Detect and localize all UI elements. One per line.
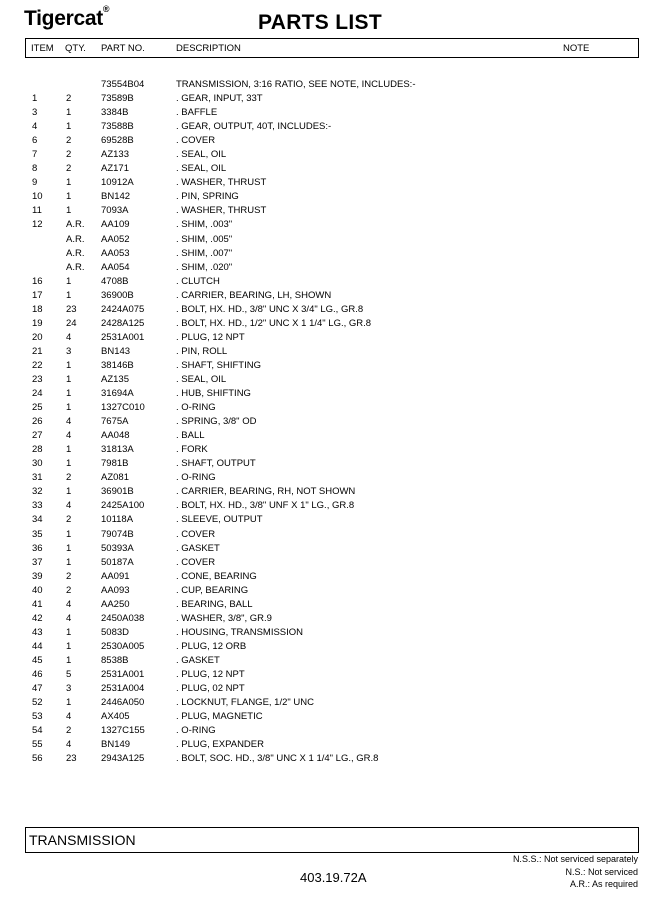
- cell-item: 34: [32, 514, 43, 526]
- cell-part-no: BN142: [101, 191, 131, 203]
- column-header-description: DESCRIPTION: [176, 43, 241, 54]
- cell-item: 44: [32, 640, 43, 652]
- cell-item: 43: [32, 626, 43, 638]
- table-row: [0, 542, 652, 556]
- table-row: [0, 289, 652, 303]
- cell-part-no: 73554B04: [101, 79, 145, 90]
- cell-qty: 4: [66, 612, 72, 624]
- cell-part-no: 2450A038: [101, 612, 145, 624]
- table-row: [0, 752, 652, 766]
- cell-part-no: AA109: [101, 219, 130, 231]
- cell-description: . O-RING: [176, 402, 216, 414]
- table-row: [0, 471, 652, 485]
- cell-qty: 1: [66, 654, 72, 666]
- table-row: [0, 148, 652, 162]
- cell-qty: 1: [66, 289, 72, 301]
- table-row: [0, 654, 652, 668]
- cell-qty: 1: [66, 107, 72, 119]
- table-row: [0, 331, 652, 345]
- cell-item: 41: [32, 598, 43, 610]
- cell-description: . PLUG, 12 NPT: [176, 668, 245, 680]
- cell-description: . WASHER, THRUST: [176, 205, 267, 217]
- table-row: [0, 682, 652, 696]
- cell-part-no: 2530A005: [101, 640, 145, 652]
- table-row: [0, 612, 652, 626]
- cell-part-no: 36901B: [101, 486, 134, 498]
- cell-qty: 2: [66, 135, 72, 147]
- cell-part-no: AA052: [101, 233, 130, 245]
- cell-part-no: 5083D: [101, 626, 129, 638]
- cell-item: 32: [32, 486, 43, 498]
- cell-part-no: AA053: [101, 247, 130, 259]
- table-row: [0, 176, 652, 190]
- cell-part-no: 69528B: [101, 135, 134, 147]
- cell-description: . CONE, BEARING: [176, 570, 257, 582]
- registered-mark: ®: [102, 4, 110, 14]
- legend-ar: A.R.: As required: [569, 879, 638, 889]
- cell-description: . WASHER, 3/8", GR.9: [176, 612, 272, 624]
- cell-description: . WASHER, THRUST: [176, 177, 267, 189]
- cell-part-no: 7675A: [101, 416, 129, 428]
- table-row: [0, 78, 652, 92]
- cell-description: . GEAR, INPUT, 33T: [176, 93, 263, 105]
- cell-item: 16: [32, 275, 43, 287]
- cell-description: TRANSMISSION, 3:16 RATIO, SEE NOTE, INCLUDES:-: [176, 79, 416, 90]
- cell-qty: 1: [66, 542, 72, 554]
- table-row: [0, 528, 652, 542]
- cell-qty: A.R.: [66, 247, 85, 259]
- cell-item: 7: [32, 149, 38, 161]
- cell-description: . BAFFLE: [176, 107, 218, 119]
- cell-part-no: 4708B: [101, 275, 129, 287]
- cell-part-no: AZ081: [101, 472, 129, 484]
- cell-description: . SEAL, OIL: [176, 149, 227, 161]
- table-row: [0, 499, 652, 513]
- cell-qty: 2: [66, 514, 72, 526]
- table-row: [0, 359, 652, 373]
- cell-part-no: BN143: [101, 345, 131, 357]
- cell-qty: 1: [66, 359, 72, 371]
- cell-item: 10: [32, 191, 43, 203]
- cell-description: . BOLT, HX. HD., 3/8" UNF X 1" LG., GR.8: [176, 500, 355, 512]
- cell-part-no: 10118A: [101, 514, 134, 526]
- cell-qty: 1: [66, 486, 72, 498]
- cell-description: . SHIM, .005": [176, 233, 233, 245]
- cell-description: . SPRING, 3/8" OD: [176, 416, 257, 428]
- cell-part-no: AA091: [101, 570, 130, 582]
- cell-part-no: 2446A050: [101, 697, 145, 709]
- cell-description: . CARRIER, BEARING, LH, SHOWN: [176, 289, 332, 301]
- cell-part-no: 31694A: [101, 388, 134, 400]
- cell-description: . SHIM, .007": [176, 247, 233, 259]
- cell-item: 3: [32, 107, 38, 119]
- column-header-qty: QTY.: [65, 43, 86, 54]
- cell-qty: 4: [66, 598, 72, 610]
- table-row: [0, 640, 652, 654]
- cell-qty: 4: [66, 430, 72, 442]
- cell-description: . O-RING: [176, 725, 216, 737]
- cell-qty: A.R.: [66, 219, 85, 231]
- table-row: [0, 724, 652, 738]
- cell-qty: 1: [66, 275, 72, 287]
- cell-qty: A.R.: [66, 233, 85, 245]
- cell-item: 42: [32, 612, 43, 624]
- cell-part-no: AA048: [101, 430, 130, 442]
- cell-part-no: 2424A075: [101, 303, 145, 315]
- cell-qty: 1: [66, 556, 72, 568]
- table-row: [0, 738, 652, 752]
- table-row: [0, 92, 652, 106]
- cell-qty: 4: [66, 711, 72, 723]
- cell-part-no: AA250: [101, 598, 130, 610]
- cell-qty: 2: [66, 584, 72, 596]
- cell-description: . PLUG, 12 ORB: [176, 640, 247, 652]
- cell-item: 17: [32, 289, 43, 301]
- cell-part-no: AZ135: [101, 373, 129, 385]
- table-row: [0, 218, 652, 232]
- cell-description: . HUB, SHIFTING: [176, 388, 251, 400]
- cell-qty: 4: [66, 500, 72, 512]
- cell-qty: 1: [66, 444, 72, 456]
- cell-part-no: 36900B: [101, 289, 134, 301]
- cell-part-no: 38146B: [101, 359, 134, 371]
- table-row: [0, 247, 652, 261]
- cell-description: . BEARING, BALL: [176, 598, 253, 610]
- cell-qty: 2: [66, 149, 72, 161]
- cell-description: . SHIM, .003": [176, 219, 233, 231]
- cell-description: . SEAL, OIL: [176, 163, 227, 175]
- cell-item: 47: [32, 683, 43, 695]
- cell-part-no: AA054: [101, 261, 130, 273]
- cell-description: . BOLT, SOC. HD., 3/8" UNC X 1 1/4" LG., GR.8: [176, 753, 379, 765]
- cell-part-no: AZ133: [101, 149, 129, 161]
- cell-description: . SHAFT, OUTPUT: [176, 458, 256, 470]
- cell-part-no: AA093: [101, 584, 130, 596]
- cell-qty: 2: [66, 472, 72, 484]
- cell-qty: 4: [66, 331, 72, 343]
- cell-item: 18: [32, 303, 43, 315]
- cell-item: 39: [32, 570, 43, 582]
- cell-item: 1: [32, 93, 38, 105]
- cell-qty: A.R.: [66, 261, 85, 273]
- table-row: [0, 303, 652, 317]
- cell-qty: 23: [66, 303, 77, 315]
- table-row: [0, 429, 652, 443]
- cell-qty: 3: [66, 345, 72, 357]
- cell-item: 36: [32, 542, 43, 554]
- legend-ns: N.S.: Not serviced: [565, 866, 638, 877]
- table-row: [0, 457, 652, 471]
- cell-part-no: BN149: [101, 739, 131, 751]
- cell-description: . GEAR, OUTPUT, 40T, INCLUDES:-: [176, 121, 332, 133]
- cell-item: 54: [32, 725, 43, 737]
- cell-description: . COVER: [176, 556, 216, 568]
- cell-item: 12: [32, 219, 43, 231]
- cell-qty: 4: [66, 416, 72, 428]
- cell-qty: 3: [66, 683, 72, 695]
- logo-text: Tigercat: [24, 7, 103, 30]
- table-row: [0, 317, 652, 331]
- cell-item: 28: [32, 444, 43, 456]
- cell-item: 20: [32, 331, 43, 343]
- table-row: [0, 387, 652, 401]
- cell-description: . BOLT, HX. HD., 1/2" UNC X 1 1/4" LG., GR.8: [176, 317, 372, 329]
- cell-description: . GASKET: [176, 542, 220, 554]
- cell-description: . SHAFT, SHIFTING: [176, 359, 261, 371]
- table-row: [0, 190, 652, 204]
- table-row: [0, 233, 652, 247]
- cell-item: 8: [32, 163, 38, 175]
- cell-qty: 1: [66, 640, 72, 652]
- cell-part-no: AX405: [101, 711, 130, 723]
- cell-description: . GASKET: [176, 654, 220, 666]
- cell-description: . PIN, ROLL: [176, 345, 228, 357]
- cell-item: 19: [32, 317, 43, 329]
- legend-nss: N.S.S.: Not serviced separately: [512, 854, 638, 864]
- cell-description: . CARRIER, BEARING, RH, NOT SHOWN: [176, 486, 356, 498]
- cell-item: 55: [32, 739, 43, 751]
- cell-qty: 4: [66, 739, 72, 751]
- cell-item: 31: [32, 472, 43, 484]
- cell-item: 35: [32, 528, 43, 540]
- cell-qty: 2: [66, 725, 72, 737]
- cell-qty: 1: [66, 177, 72, 189]
- cell-description: . PLUG, EXPANDER: [176, 739, 264, 751]
- cell-item: 40: [32, 584, 43, 596]
- cell-item: 23: [32, 373, 43, 385]
- column-header-item: ITEM: [31, 43, 54, 54]
- cell-description: . SHIM, .020": [176, 261, 233, 273]
- table-row: [0, 345, 652, 359]
- cell-part-no: 2531A004: [101, 683, 145, 695]
- table-row: [0, 106, 652, 120]
- cell-qty: 2: [66, 163, 72, 175]
- cell-part-no: 50187A: [101, 556, 134, 568]
- cell-description: . HOUSING, TRANSMISSION: [176, 626, 304, 638]
- cell-part-no: 2943A125: [101, 753, 145, 765]
- cell-item: 22: [32, 359, 43, 371]
- cell-item: 37: [32, 556, 43, 568]
- cell-qty: 1: [66, 205, 72, 217]
- table-row: [0, 275, 652, 289]
- cell-item: 45: [32, 654, 43, 666]
- cell-item: 25: [32, 402, 43, 414]
- cell-qty: 1: [66, 528, 72, 540]
- table-row: [0, 373, 652, 387]
- cell-part-no: 3384B: [101, 107, 129, 119]
- cell-qty: 1: [66, 191, 72, 203]
- cell-part-no: 2531A001: [101, 331, 145, 343]
- cell-description: . CLUTCH: [176, 275, 220, 287]
- cell-qty: 1: [66, 373, 72, 385]
- cell-item: 21: [32, 345, 43, 357]
- table-row: [0, 204, 652, 218]
- cell-part-no: 2425A100: [101, 500, 145, 512]
- table-row: [0, 598, 652, 612]
- cell-description: . SEAL, OIL: [176, 373, 227, 385]
- tigercat-logo: [24, 4, 110, 31]
- cell-qty: 2: [66, 570, 72, 582]
- table-row: [0, 261, 652, 275]
- table-row: [0, 415, 652, 429]
- cell-part-no: 7093A: [101, 205, 129, 217]
- cell-qty: 24: [66, 317, 77, 329]
- cell-part-no: 2531A001: [101, 668, 145, 680]
- cell-item: 46: [32, 668, 43, 680]
- table-row: [0, 401, 652, 415]
- cell-description: . PLUG, 12 NPT: [176, 331, 245, 343]
- table-row: [0, 485, 652, 499]
- table-row: [0, 570, 652, 584]
- table-row: [0, 668, 652, 682]
- cell-description: . COVER: [176, 528, 216, 540]
- cell-qty: 1: [66, 458, 72, 470]
- cell-description: . PLUG, 02 NPT: [176, 683, 245, 695]
- column-header-part-no: PART NO.: [101, 43, 145, 54]
- cell-item: 53: [32, 711, 43, 723]
- cell-part-no: AZ171: [101, 163, 129, 175]
- cell-description: . BOLT, HX. HD., 3/8" UNC X 3/4" LG., GR.8: [176, 303, 364, 315]
- cell-part-no: 1327C155: [101, 725, 145, 737]
- table-row: [0, 626, 652, 640]
- cell-qty: 5: [66, 668, 72, 680]
- parts-table-body: [0, 78, 652, 766]
- column-header-note: NOTE: [563, 43, 590, 54]
- cell-qty: 1: [66, 388, 72, 400]
- cell-item: 56: [32, 753, 43, 765]
- cell-part-no: 50393A: [101, 542, 134, 554]
- cell-part-no: 7981B: [101, 458, 129, 470]
- cell-item: 6: [32, 135, 38, 147]
- cell-item: 11: [32, 205, 42, 217]
- page-title: PARTS LIST: [258, 11, 382, 34]
- document-number: 403.19.72A: [300, 870, 367, 885]
- table-row: [0, 696, 652, 710]
- cell-item: 4: [32, 121, 38, 133]
- cell-item: 9: [32, 177, 38, 189]
- cell-part-no: 79074B: [101, 528, 134, 540]
- abbreviation-legend: [513, 853, 638, 891]
- cell-description: . CUP, BEARING: [176, 584, 249, 596]
- cell-description: . COVER: [176, 135, 216, 147]
- cell-qty: 1: [66, 626, 72, 638]
- cell-description: . O-RING: [176, 472, 216, 484]
- cell-qty: 2: [66, 93, 72, 105]
- cell-qty: 1: [66, 697, 72, 709]
- table-row: [0, 134, 652, 148]
- cell-part-no: 31813A: [101, 444, 134, 456]
- cell-description: . SLEEVE, OUTPUT: [176, 514, 263, 526]
- table-row: [0, 513, 652, 527]
- cell-item: 30: [32, 458, 43, 470]
- cell-description: . LOCKNUT, FLANGE, 1/2" UNC: [176, 697, 314, 709]
- table-row: [0, 162, 652, 176]
- table-row: [0, 120, 652, 134]
- cell-part-no: 2428A125: [101, 317, 145, 329]
- cell-part-no: 73588B: [101, 121, 134, 133]
- cell-item: 33: [32, 500, 43, 512]
- cell-part-no: 1327C010: [101, 402, 145, 414]
- cell-item: 52: [32, 697, 43, 709]
- cell-qty: 1: [66, 121, 72, 133]
- cell-part-no: 10912A: [101, 177, 134, 189]
- cell-description: . BALL: [176, 430, 205, 442]
- table-row: [0, 584, 652, 598]
- cell-part-no: 8538B: [101, 654, 129, 666]
- cell-description: . PIN, SPRING: [176, 191, 239, 203]
- cell-description: . PLUG, MAGNETIC: [176, 711, 263, 723]
- table-row: [0, 443, 652, 457]
- cell-description: . FORK: [176, 444, 208, 456]
- section-title: TRANSMISSION: [29, 832, 136, 848]
- cell-qty: 1: [66, 402, 72, 414]
- cell-item: 27: [32, 430, 43, 442]
- cell-qty: 23: [66, 753, 77, 765]
- table-row: [0, 556, 652, 570]
- cell-item: 24: [32, 388, 43, 400]
- cell-item: 26: [32, 416, 43, 428]
- table-row: [0, 710, 652, 724]
- cell-part-no: 73589B: [101, 93, 134, 105]
